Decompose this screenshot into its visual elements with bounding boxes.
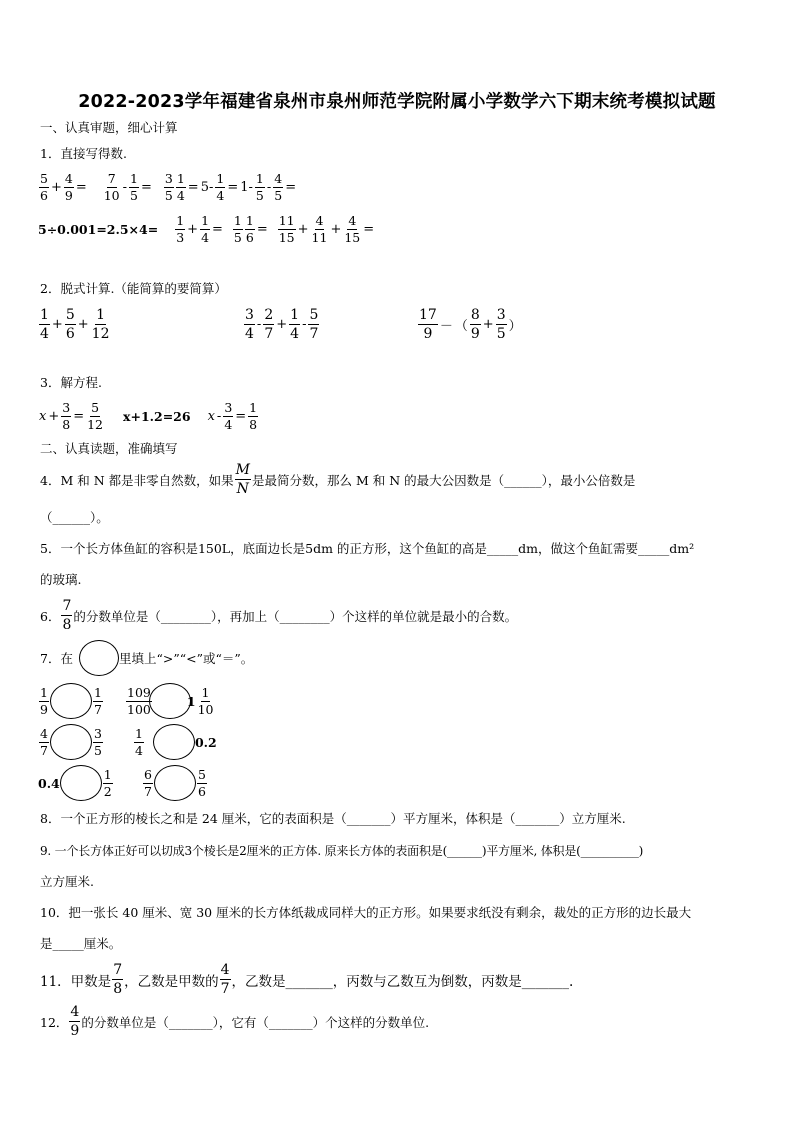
q8-line: 8．一个正方形的棱长之和是 24 厘米，它的表面积是（_______）平方厘米，体积是（_______）立方厘米.	[40, 811, 626, 826]
compare-circle[interactable]	[154, 765, 196, 801]
fraction: 1 5	[255, 171, 264, 203]
q9-line1: 9. 一个长方体正好可以切成3个棱长是2厘米的正方体. 原来长方体的表面积是(______)平方厘米, 体积是(__________)	[40, 844, 644, 858]
fraction: 7 10	[103, 171, 120, 203]
fraction: 5 6	[40, 171, 48, 203]
fraction: $\frac{4}{5}$	[274, 171, 283, 203]
q10-line2: 是_____厘米。	[40, 936, 122, 951]
q10-line1: 10．把一张长 40 厘米、宽 30 厘米的长方体纸裁成同样大的正方形。如果要求纸没有剩余，裁处的正方形的边长最大	[40, 905, 692, 920]
fraction: $\frac{1}{5}$	[130, 171, 138, 203]
compare-circle[interactable]	[149, 683, 191, 719]
fraction: 3 5	[164, 171, 173, 203]
page-title: 2022-2023学年福建省泉州市泉州师范学院附属小学数学六下期末统考模拟试题	[78, 92, 716, 112]
q7-row2-item1: 4 7 3 5	[38, 724, 104, 760]
fraction: $\frac{1}{6}$	[245, 213, 254, 245]
q1-label: 1．直接写得数.	[40, 146, 127, 161]
fraction: $\frac{4}{11}$	[311, 213, 328, 245]
q7-row3-item1: 0.4 1 2	[38, 765, 114, 801]
q2-expr-2: 3 4 - 2 7 + $\frac{1}{4}$ - 5 7	[245, 307, 319, 342]
q7-row1-item2: 109 100 1 1 10	[125, 683, 215, 719]
fraction: 11 15	[278, 213, 295, 245]
fraction: $\frac{4}{15}$	[344, 213, 361, 245]
circle-icon	[79, 640, 119, 676]
q6-line: 6． 7 8 的分数单位是（________），再加上（________）个这样的单位就是最小的合数。	[40, 598, 518, 633]
compare-circle[interactable]	[60, 765, 102, 801]
q2-label: 2．脱式计算.（能简算的要简算）	[40, 281, 227, 296]
fraction: 1 3	[176, 213, 185, 245]
compare-circle[interactable]	[50, 683, 92, 719]
q4-line1: 4．M 和 N 都是非零自然数，如果 M N 是最简分数，那么 M 和 N 的最大公因数是（______），最小公倍数是	[40, 462, 636, 497]
q9-line2: 立方厘米.	[40, 874, 94, 889]
fraction: 1 5	[233, 213, 242, 245]
q7-line: 7．在 里填上“>”“<”或“＝”。	[40, 640, 253, 676]
q4-line2: （______）。	[40, 510, 109, 525]
q3-label: 3．解方程.	[40, 375, 102, 390]
q7-row2-item2: 1 4 0.2	[133, 724, 217, 760]
q1-row1: 5 6 + $\frac{4}{9}$ = 7 10 - $\frac{1}{5}$ = 3 5 $\frac{1}{4}$ = 5- $\frac{1}{4}$ = 1- 1 5 - $\frac{4}{5}$ =	[40, 171, 297, 203]
q2-expr-3: 17 9 － （ 8 9 + $\frac{3}{5}$ ）	[419, 307, 522, 342]
fraction: $\frac{4}{9}$	[64, 171, 73, 203]
q5-line1: 5．一个长方体鱼缸的容积是150L，底面边长是5dm 的正方形，这个鱼缸的高是_____dm，做这个鱼缸需要_____dm²	[40, 541, 695, 556]
section-2-heading: 二、认真读题，准确填写	[40, 441, 178, 456]
fraction: $\frac{1}{4}$	[216, 171, 225, 203]
q12-line: 12． 4 9 的分数单位是（_______），它有（_______）个这样的分数单位.	[40, 1004, 430, 1039]
q2-expr-1: 1 4 + $\frac{5}{6}$ + $\frac{1}{12}$	[40, 307, 110, 342]
q3-equations: x + $\frac{3}{8}$ = $\frac{5}{12}$ x+1.2=26 x - $\frac{3}{4}$ = $\frac{1}{8}$	[39, 400, 258, 432]
compare-circle[interactable]	[50, 724, 92, 760]
q11-line: 11．甲数是 7 8 ，乙数是甲数的 4 7 ，乙数是_______，丙数与乙数互为倒数，丙数是_______.	[40, 962, 574, 997]
fraction: $\frac{1}{4}$	[201, 213, 210, 245]
fraction: $\frac{1}{4}$	[176, 171, 185, 203]
q1-row2: 5÷0.001= 2.5×4= 1 3 + $\frac{1}{4}$ = 1 5 $\frac{1}{6}$ = 11 15 + $\frac{4}{11}$ + $\frac{4}{15}$ =	[38, 213, 375, 245]
section-1-heading: 一、认真审题，细心计算	[40, 120, 178, 135]
q7-row1-item1: 1 9 1 7	[38, 683, 104, 719]
compare-circle[interactable]	[153, 724, 195, 760]
q5-line2: 的玻璃.	[40, 572, 82, 587]
q7-row3-item2: 6 7 5 6	[142, 765, 208, 801]
